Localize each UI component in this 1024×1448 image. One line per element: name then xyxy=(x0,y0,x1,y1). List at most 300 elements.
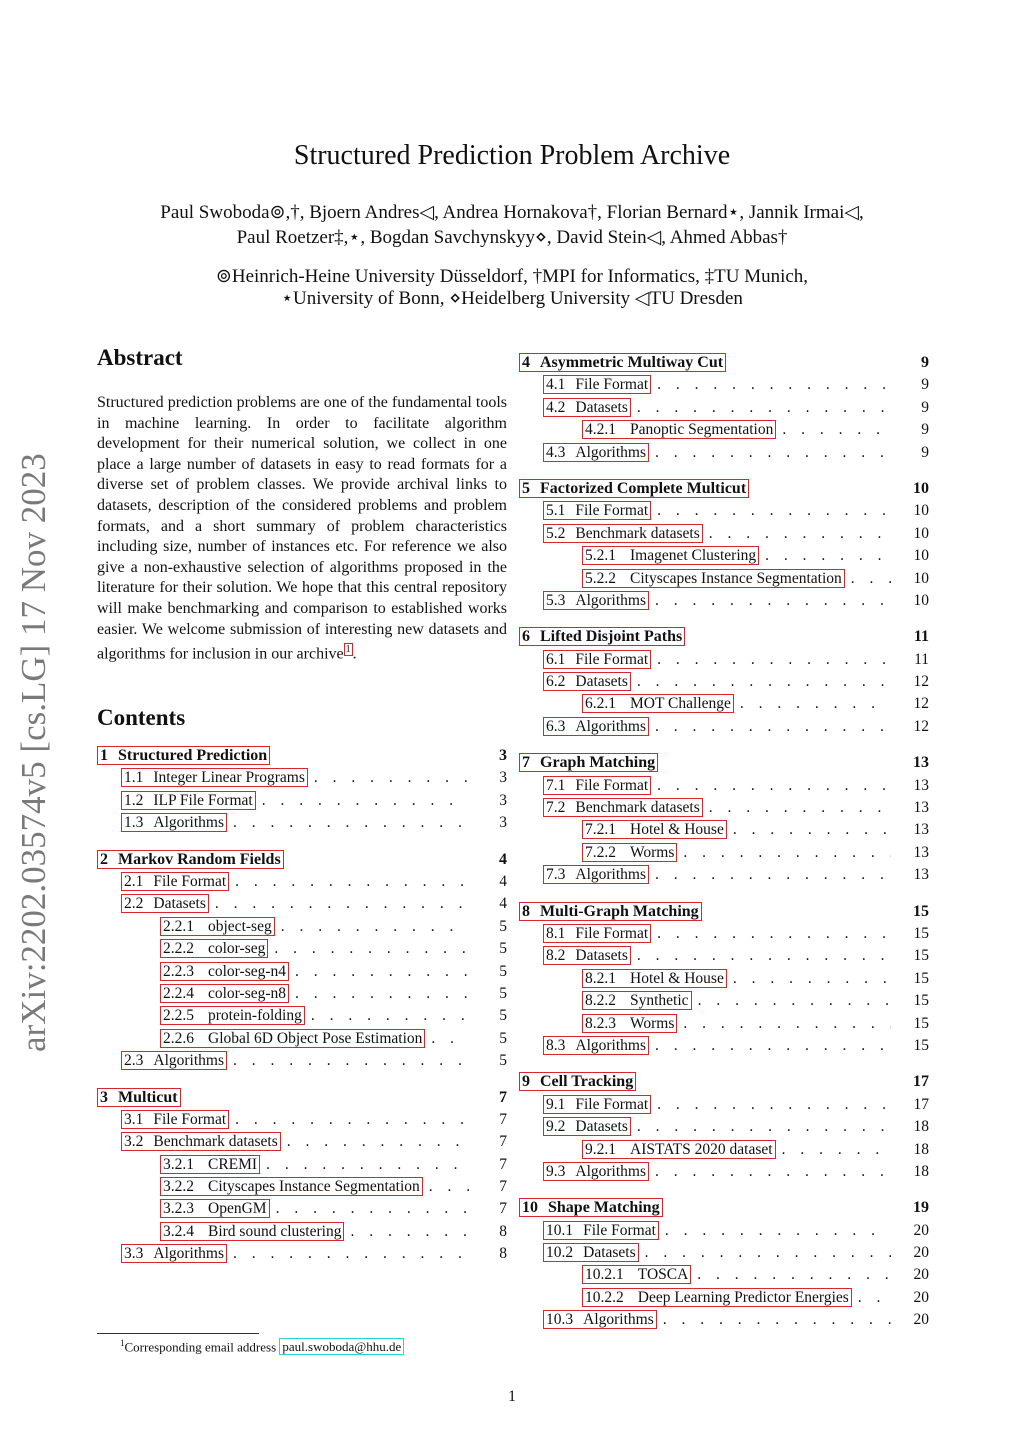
toc-number: 10.2.1 xyxy=(585,1266,624,1284)
arxiv-identifier: arXiv:2202.03574v5 [cs.LG] 17 Nov 2023 xyxy=(14,453,53,1052)
toc-page-number: 10 xyxy=(913,591,929,609)
email-link[interactable]: paul.swoboda@hhu.de xyxy=(279,1338,404,1355)
toc-leader-dots xyxy=(233,1050,469,1072)
toc-label: object-seg xyxy=(208,917,272,935)
toc-subsection-entry xyxy=(519,819,929,841)
toc-number: 4.2 xyxy=(546,398,566,416)
toc-label: Deep Learning Predictor Energies xyxy=(637,1288,849,1306)
toc-page-number: 5 xyxy=(499,984,507,1002)
toc-number: 5.1 xyxy=(546,502,566,520)
toc-page-number: 20 xyxy=(913,1311,929,1329)
toc-subsection-entry xyxy=(519,545,929,567)
toc-label: Algorithms xyxy=(575,591,646,609)
toc-subsection-entry xyxy=(519,671,929,693)
toc-label: Algorithms xyxy=(575,1162,646,1180)
toc-leader-dots xyxy=(740,693,891,715)
toc-link[interactable] xyxy=(121,768,308,787)
toc-link[interactable] xyxy=(519,753,658,772)
toc-page-number: 3 xyxy=(499,814,507,832)
toc-link[interactable] xyxy=(97,1088,181,1107)
toc-leader-dots xyxy=(637,397,891,419)
footnote-mark: 1 xyxy=(120,1338,125,1348)
toc-label: Lifted Disjoint Paths xyxy=(540,628,683,646)
toc-leader-dots xyxy=(733,819,891,841)
toc-link[interactable] xyxy=(582,1265,691,1284)
toc-page-number: 9 xyxy=(921,398,929,416)
toc-leader-dots xyxy=(266,1154,469,1176)
toc-number: 10.2.2 xyxy=(585,1288,624,1306)
toc-link[interactable] xyxy=(543,1162,649,1181)
toc-link[interactable] xyxy=(543,1095,651,1114)
toc-number: 2.1 xyxy=(124,873,144,890)
toc-page-number: 5 xyxy=(499,1007,507,1025)
toc-link[interactable] xyxy=(543,398,631,417)
toc-leader-dots xyxy=(235,1109,469,1131)
toc-number: 8.1 xyxy=(546,924,566,942)
toc-number: 6.2 xyxy=(546,673,566,691)
toc-number: 3 xyxy=(100,1088,108,1106)
toc-label: Algorithms xyxy=(575,443,646,461)
toc-number: 3.2.1 xyxy=(163,1155,194,1173)
toc-subsection-entry xyxy=(519,1287,929,1309)
toc-page-number: 9 xyxy=(921,443,929,461)
toc-link[interactable] xyxy=(543,443,649,462)
toc-number: 2 xyxy=(100,850,108,868)
toc-leader-dots xyxy=(233,1243,469,1265)
toc-leader-dots xyxy=(311,1005,469,1027)
toc-right xyxy=(519,352,929,1332)
toc-link[interactable] xyxy=(543,1221,659,1240)
toc-link[interactable] xyxy=(582,694,734,713)
toc-link[interactable] xyxy=(543,524,703,543)
toc-subsection-entry xyxy=(97,1005,507,1027)
toc-link[interactable] xyxy=(97,746,270,765)
toc-link[interactable] xyxy=(121,1244,227,1263)
toc-link[interactable] xyxy=(543,1243,639,1262)
toc-subsection-entry xyxy=(519,397,929,419)
toc-page-number: 7 xyxy=(499,1088,507,1106)
toc-label: Factorized Complete Multicut xyxy=(540,479,747,497)
toc-subsection-entry xyxy=(519,568,929,590)
toc-page-number: 4 xyxy=(499,850,507,868)
toc-leader-dots xyxy=(765,545,891,567)
toc-leader-dots xyxy=(665,1220,891,1242)
toc-number: 2.2.1 xyxy=(163,917,194,935)
toc-link[interactable] xyxy=(582,991,692,1010)
toc-link[interactable] xyxy=(519,1072,636,1091)
toc-section-entry xyxy=(97,745,507,767)
toc-subsection-entry xyxy=(97,961,507,983)
toc-link[interactable] xyxy=(160,1006,305,1025)
toc-leader-dots xyxy=(782,419,891,441)
toc-leader-dots xyxy=(281,916,469,938)
toc-page-number: 13 xyxy=(913,843,929,861)
toc-page-number: 11 xyxy=(914,650,929,668)
toc-label: File Format xyxy=(575,776,649,794)
toc-label: Worms xyxy=(630,843,675,861)
toc-group xyxy=(519,1071,929,1183)
toc-link[interactable] xyxy=(543,1310,657,1329)
toc-leader-dots xyxy=(657,775,891,797)
toc-label: Imagenet Clustering xyxy=(630,547,757,565)
toc-link[interactable] xyxy=(121,872,229,891)
toc-group xyxy=(519,752,929,886)
toc-link[interactable] xyxy=(582,820,727,839)
toc-label: Markov Random Fields xyxy=(118,850,281,868)
toc-number: 7.2.2 xyxy=(585,843,616,861)
toc-subsection-entry xyxy=(519,1013,929,1035)
toc-page-number: 5 xyxy=(499,917,507,935)
toc-label: Algorithms xyxy=(153,1052,224,1070)
author-list xyxy=(0,200,1024,250)
toc-number: 8.2 xyxy=(546,947,566,965)
toc-link[interactable] xyxy=(160,917,275,936)
toc-leader-dots xyxy=(698,990,891,1012)
toc-group xyxy=(97,745,507,835)
toc-leader-dots xyxy=(851,568,891,590)
toc-link[interactable] xyxy=(519,902,702,921)
toc-subsection-entry xyxy=(97,1050,507,1072)
toc-number: 8.2.1 xyxy=(585,969,616,987)
toc-page-number: 7 xyxy=(499,1155,507,1173)
toc-page-number: 20 xyxy=(913,1221,929,1239)
toc-page-number: 17 xyxy=(913,1073,929,1091)
toc-number: 10.1 xyxy=(546,1221,574,1239)
toc-page-number: 13 xyxy=(913,866,929,884)
toc-link[interactable] xyxy=(543,1036,649,1055)
toc-number: 2.2.5 xyxy=(163,1007,194,1025)
toc-number: 2.2.4 xyxy=(163,984,194,1002)
toc-label: Datasets xyxy=(575,1118,628,1136)
toc-link[interactable] xyxy=(543,924,651,943)
toc-subsection-entry xyxy=(519,797,929,819)
toc-subsection-entry xyxy=(519,590,929,612)
toc-number: 2.3 xyxy=(124,1052,144,1070)
toc-leader-dots xyxy=(657,649,891,671)
toc-number: 3.2.4 xyxy=(163,1222,194,1240)
toc-page-number: 12 xyxy=(913,717,929,735)
toc-page-number: 9 xyxy=(921,376,929,394)
toc-page-number: 12 xyxy=(913,695,929,713)
toc-page-number: 7 xyxy=(499,1133,507,1151)
toc-link[interactable] xyxy=(121,1110,229,1129)
toc-subsection-entry xyxy=(97,1109,507,1131)
toc-number: 10 xyxy=(522,1199,538,1217)
toc-page-number: 15 xyxy=(913,1014,929,1032)
toc-label: TOSCA xyxy=(637,1266,689,1284)
toc-number: 3.2.3 xyxy=(163,1200,194,1218)
toc-link[interactable] xyxy=(97,850,284,869)
toc-link[interactable] xyxy=(582,569,845,588)
toc-label: Structured Prediction xyxy=(118,747,268,765)
toc-link[interactable] xyxy=(121,1132,281,1151)
toc-leader-dots xyxy=(663,1309,891,1331)
toc-subsection-entry xyxy=(97,916,507,938)
toc-leader-dots xyxy=(262,790,469,812)
toc-left xyxy=(97,745,507,1266)
paper-title: Structured Prediction Problem Archive xyxy=(293,140,731,171)
toc-section-entry xyxy=(97,1087,507,1109)
toc-subsection-entry xyxy=(519,1116,929,1138)
toc-leader-dots xyxy=(637,1116,891,1138)
toc-label: Datasets xyxy=(575,398,628,416)
toc-link[interactable] xyxy=(543,650,651,669)
toc-link[interactable] xyxy=(160,939,268,958)
toc-link[interactable] xyxy=(543,946,631,965)
toc-subsection-entry xyxy=(97,938,507,960)
toc-subsection-entry xyxy=(97,1198,507,1220)
toc-leader-dots xyxy=(657,374,891,396)
toc-link[interactable] xyxy=(160,1222,344,1241)
toc-page-number: 12 xyxy=(913,673,929,691)
toc-subsection-entry xyxy=(519,1035,929,1057)
toc-page-number: 13 xyxy=(913,821,929,839)
toc-label: Algorithms xyxy=(153,814,224,832)
toc-link[interactable] xyxy=(543,798,703,817)
toc-link[interactable] xyxy=(543,717,649,736)
toc-leader-dots xyxy=(655,864,891,886)
footnote-divider xyxy=(97,1333,259,1334)
toc-link[interactable] xyxy=(519,1198,663,1217)
toc-subsection-entry xyxy=(519,968,929,990)
toc-link[interactable] xyxy=(160,962,289,981)
toc-number: 4 xyxy=(522,354,530,371)
footnote-link[interactable]: 1 xyxy=(345,644,351,656)
toc-leader-dots xyxy=(683,1013,891,1035)
toc-number: 3.2.2 xyxy=(163,1178,194,1196)
toc-section-entry xyxy=(519,752,929,774)
toc-label: Shape Matching xyxy=(548,1199,660,1217)
toc-subsection-entry xyxy=(97,767,507,789)
contents-heading: Contents xyxy=(97,705,186,731)
toc-subsection-entry xyxy=(97,790,507,812)
toc-number: 1.1 xyxy=(124,769,144,787)
toc-number: 6.3 xyxy=(546,717,566,735)
toc-page-number: 10 xyxy=(913,524,929,542)
toc-link[interactable] xyxy=(121,894,209,913)
toc-link[interactable] xyxy=(160,1199,270,1218)
toc-subsection-entry xyxy=(519,419,929,441)
toc-label: Algorithms xyxy=(583,1311,654,1329)
toc-number: 8.3 xyxy=(546,1036,566,1054)
toc-label: Algorithms xyxy=(575,717,646,735)
toc-page-number: 20 xyxy=(913,1244,929,1262)
toc-number: 7.1 xyxy=(546,776,566,794)
toc-label: Synthetic xyxy=(630,992,689,1010)
toc-group xyxy=(97,1087,507,1266)
toc-page-number: 11 xyxy=(913,628,929,646)
toc-number: 5 xyxy=(522,479,530,497)
toc-number: 1 xyxy=(100,747,108,765)
footnote-text: Corresponding email address xyxy=(124,1339,280,1355)
toc-number: 8 xyxy=(522,902,530,920)
toc-page-number: 15 xyxy=(913,992,929,1010)
toc-page-number: 7 xyxy=(499,1110,507,1128)
toc-page-number: 9 xyxy=(921,354,929,371)
toc-number: 4.1 xyxy=(546,376,566,394)
toc-label: Hotel & House xyxy=(630,969,724,987)
toc-link[interactable] xyxy=(582,1288,852,1307)
toc-section-entry xyxy=(519,626,929,648)
toc-leader-dots xyxy=(276,1198,469,1220)
toc-leader-dots xyxy=(655,442,891,464)
toc-label: Worms xyxy=(630,1014,675,1032)
toc-link[interactable] xyxy=(121,1051,227,1070)
footnote xyxy=(120,1338,404,1355)
toc-leader-dots xyxy=(782,1139,891,1161)
toc-leader-dots xyxy=(709,797,891,819)
toc-label: Global 6D Object Pose Estimation xyxy=(208,1029,423,1047)
toc-leader-dots xyxy=(314,767,469,789)
toc-number: 9.1 xyxy=(546,1095,566,1113)
toc-link[interactable] xyxy=(543,776,651,795)
toc-link[interactable] xyxy=(582,546,759,565)
toc-label: Datasets xyxy=(575,673,628,691)
toc-leader-dots xyxy=(657,923,891,945)
toc-subsection-entry xyxy=(97,983,507,1005)
toc-page-number: 7 xyxy=(499,1178,507,1196)
toc-page-number: 13 xyxy=(913,776,929,794)
toc-link[interactable] xyxy=(160,1155,260,1174)
toc-link[interactable] xyxy=(160,1177,423,1196)
toc-number: 8.2.2 xyxy=(585,992,616,1010)
toc-page-number: 4 xyxy=(499,895,507,913)
toc-number: 7.2 xyxy=(546,799,566,817)
toc-number: 2.2.2 xyxy=(163,940,194,958)
toc-label: Benchmark datasets xyxy=(575,799,700,817)
toc-page-number: 5 xyxy=(499,1052,507,1070)
toc-leader-dots xyxy=(655,716,891,738)
toc-label: Multicut xyxy=(118,1088,178,1106)
toc-label: Integer Linear Programs xyxy=(153,769,305,787)
toc-section-entry xyxy=(519,901,929,923)
toc-leader-dots xyxy=(295,983,469,1005)
toc-link[interactable] xyxy=(543,501,651,520)
toc-page-number: 18 xyxy=(913,1140,929,1158)
toc-label: Graph Matching xyxy=(540,754,656,772)
toc-page-number: 8 xyxy=(499,1245,507,1263)
toc-leader-dots xyxy=(858,1287,891,1309)
toc-leader-dots xyxy=(215,893,469,915)
toc-subsection-entry xyxy=(519,923,929,945)
toc-page-number: 5 xyxy=(499,940,507,958)
toc-subsection-entry xyxy=(97,1243,507,1265)
toc-label: CREMI xyxy=(208,1155,258,1173)
toc-label: Datasets xyxy=(583,1244,636,1262)
toc-leader-dots xyxy=(235,871,469,893)
toc-section-entry xyxy=(519,1071,929,1093)
toc-subsection-entry xyxy=(97,893,507,915)
toc-label: color-seg-n8 xyxy=(208,984,287,1002)
toc-link[interactable] xyxy=(519,479,749,498)
toc-subsection-entry xyxy=(97,1221,507,1243)
toc-section-entry xyxy=(519,352,929,374)
toc-page-number: 13 xyxy=(913,754,929,772)
toc-link[interactable] xyxy=(121,791,256,810)
toc-number: 2.2 xyxy=(124,895,144,913)
toc-number: 9.3 xyxy=(546,1162,566,1180)
toc-page-number: 19 xyxy=(913,1199,929,1217)
toc-label: Benchmark datasets xyxy=(153,1133,278,1151)
toc-label: OpenGM xyxy=(208,1200,267,1218)
toc-link[interactable] xyxy=(582,843,677,862)
right-column xyxy=(519,352,929,1332)
toc-number: 6.1 xyxy=(546,650,566,668)
toc-label: AISTATS 2020 dataset xyxy=(630,1140,773,1158)
toc-subsection-entry xyxy=(97,871,507,893)
toc-number: 3.1 xyxy=(124,1110,144,1128)
toc-section-entry xyxy=(519,478,929,500)
toc-page-number: 15 xyxy=(913,924,929,942)
toc-leader-dots xyxy=(655,590,891,612)
toc-label: File Format xyxy=(575,502,649,520)
toc-page-number: 18 xyxy=(913,1162,929,1180)
toc-label: Cityscapes Instance Segmentation xyxy=(630,569,842,587)
toc-label: Datasets xyxy=(575,947,628,965)
toc-label: Asymmetric Multiway Cut xyxy=(540,354,724,371)
toc-number: 1.2 xyxy=(124,791,144,809)
toc-link[interactable] xyxy=(582,420,776,439)
toc-link[interactable] xyxy=(582,969,727,988)
toc-label: Datasets xyxy=(153,895,206,913)
page-number: 1 xyxy=(508,1388,516,1405)
toc-subsection-entry xyxy=(519,990,929,1012)
toc-subsection-entry xyxy=(519,693,929,715)
toc-number: 5.2.2 xyxy=(585,569,616,587)
toc-number: 10.3 xyxy=(546,1311,574,1329)
toc-link[interactable] xyxy=(543,865,649,884)
toc-page-number: 15 xyxy=(913,902,929,920)
toc-subsection-entry xyxy=(519,523,929,545)
toc-number: 9.2.1 xyxy=(585,1140,616,1158)
toc-link[interactable] xyxy=(160,1029,425,1048)
toc-link[interactable] xyxy=(543,1117,631,1136)
toc-label: Cityscapes Instance Segmentation xyxy=(208,1178,420,1196)
toc-link[interactable] xyxy=(121,813,227,832)
toc-page-number: 13 xyxy=(913,799,929,817)
toc-link[interactable] xyxy=(582,1140,776,1159)
toc-link[interactable] xyxy=(543,591,649,610)
toc-subsection-entry xyxy=(97,812,507,834)
toc-label: Bird sound clustering xyxy=(208,1222,342,1240)
toc-label: File Format xyxy=(153,1110,227,1128)
toc-leader-dots xyxy=(350,1221,469,1243)
toc-group xyxy=(519,352,929,464)
toc-leader-dots xyxy=(683,842,891,864)
toc-label: File Format xyxy=(153,873,227,890)
abstract-text: Structured prediction problems are one of the fundamental tools in machine learning. In order to facilitate algorithm development for their numerical solution, we collect in one place a large number of datasets in easy to read formats for a diverse set of problem classes. We provide archival links to datasets, description of the considered problems and problem formats, and a short summary of problem characteristics including size, number of instances etc. For reference we also give a non-exhaustive selection of algorithms proposed in the literature for their solution. We hope that this central repository will make benchmarking and comparison to established works easier. We welcome submission of interesting new datasets and algorithms for inclusion in our archive xyxy=(97,394,507,663)
toc-link[interactable] xyxy=(519,627,685,646)
toc-page-number: 3 xyxy=(499,747,507,765)
toc-link[interactable] xyxy=(160,984,289,1003)
toc-leader-dots xyxy=(431,1028,469,1050)
toc-link[interactable] xyxy=(543,375,651,394)
toc-subsection-entry xyxy=(519,649,929,671)
toc-label: Panoptic Segmentation xyxy=(630,421,774,439)
toc-page-number: 10 xyxy=(913,502,929,520)
toc-link[interactable] xyxy=(543,672,631,691)
toc-label: color-seg-n4 xyxy=(208,962,287,980)
toc-subsection-entry xyxy=(519,1242,929,1264)
toc-leader-dots xyxy=(657,1094,891,1116)
toc-number: 1.3 xyxy=(124,814,144,832)
toc-subsection-entry xyxy=(519,1309,929,1331)
toc-leader-dots xyxy=(697,1264,891,1286)
toc-link[interactable] xyxy=(519,353,726,372)
toc-link[interactable] xyxy=(582,1014,677,1033)
toc-subsection-entry xyxy=(519,775,929,797)
toc-number: 6.2.1 xyxy=(585,695,616,713)
